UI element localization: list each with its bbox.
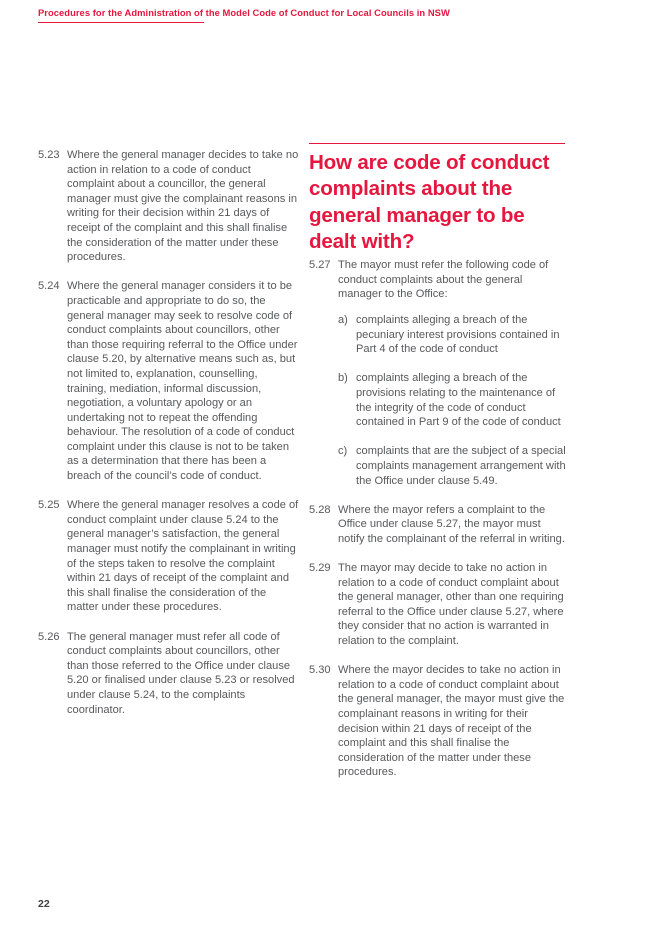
clause-body [338,258,569,488]
clause-text: The mayor may decide to take no action in relation to a code of conduct complaint about the general manager, other than one requiring referral to the Office under clause 5.27, where they consider that no action is warranted in relation to the complaint. [338,562,564,648]
clause-text: Where the mayor refers a complaint to the Office under clause 5.27, the mayor must notify the complainant of the referral in writing. [338,503,565,545]
clause-5-30 [309,663,569,780]
clause-text: The general manager must refer all code of conduct complaints about councillors, other than those referred to the Office under clause 5.20 or finalised under clause 5.23 or resolved under clause 5.24, to the complaints coordinator. [67,630,295,716]
clause-text: The mayor must refer the following code of conduct complaints about the general manager to the Office: [338,259,549,301]
clause-number: 5.23 [38,149,60,161]
clause-5-29 [309,561,569,649]
right-column [309,143,569,795]
clause-number: 5.24 [38,280,60,293]
sub-item-letter: b) [338,372,348,385]
section-heading: How are code of conduct complaints about the general manager to be dealt with? [309,151,550,253]
sub-item-letter: c) [338,445,348,458]
clause-text: Where the general manager decides to take no action in relation to a code of conduct complaint about a councillor, the general manager must give the complainant reasons in writing for their decision within 21 days of receipt of the complaint and this shall finalise the consideration of the matter under these procedures. [67,149,299,264]
clause-text: Where the general manager considers it to be practicable and appropriate to do so, the general manager may seek to resolve code of conduct complaints about councillors, other than those requiring referral to the Office under clause 5.20, by alternative means such as, but not limited to, explanation, counselling, training, mediation, informal discussion, negotiation, a voluntary apology or an undertaking not to repeat the offending behaviour. The resolution of a code of conduct complaint under this clause is not to be taken as a determination that there has been a breach of the council’s code of conduct. [67,280,298,483]
heading-rule [309,143,565,144]
sub-item-a [338,313,569,357]
sub-item-letter: a) [338,313,348,326]
running-header: Procedures for the Administration of the Model Code of Conduct for Local Councils in NSW [38,7,450,18]
sub-item-text: complaints alleging a breach of the pecuniary interest provisions contained in Part 4 of the code of conduct [356,313,560,356]
sub-item-text: complaints alleging a breach of the provisions relating to the maintenance of the integrity of the code of conduct contained in Part 9 of the code of conduct [356,372,561,429]
clause-5-27 [309,258,569,488]
clause-text: Where the mayor decides to take no action in relation to a code of conduct complaint about the general manager, the mayor must give the complainant reasons in writing for their decision within 21 days of receipt of the complaint and this shall finalise the consideration of the matter under these procedures. [338,664,565,779]
clause-number: 5.28 [309,503,331,516]
header-rule [38,22,204,23]
sub-item-text: complaints that are the subject of a special complaints management arrangement with the Office under clause 5.49. [356,445,566,487]
clause-number: 5.27 [309,259,331,272]
clause-number: 5.30 [309,664,331,677]
left-column [38,148,300,732]
sub-item-c [338,444,569,488]
clause-number: 5.25 [38,499,60,512]
clause-5-25 [38,498,300,615]
page-number: 22 [38,898,50,910]
sub-list [338,313,569,488]
sub-item-b [338,371,569,429]
clause-5-28 [309,503,569,547]
clause-number: 5.29 [309,562,331,575]
clause-text: Where the general manager resolves a code of conduct complaint under clause 5.24 to the general manager’s satisfaction, the general manager must notify the complainant in writing of the steps taken to resolve the complaint within 21 days of receipt of the complaint and this shall finalise the consideration of the matter under these procedures. [67,499,299,614]
clause-5-23 [38,148,300,265]
clause-5-24 [38,279,300,483]
clause-5-26 [38,630,300,718]
clause-number: 5.26 [38,630,60,643]
